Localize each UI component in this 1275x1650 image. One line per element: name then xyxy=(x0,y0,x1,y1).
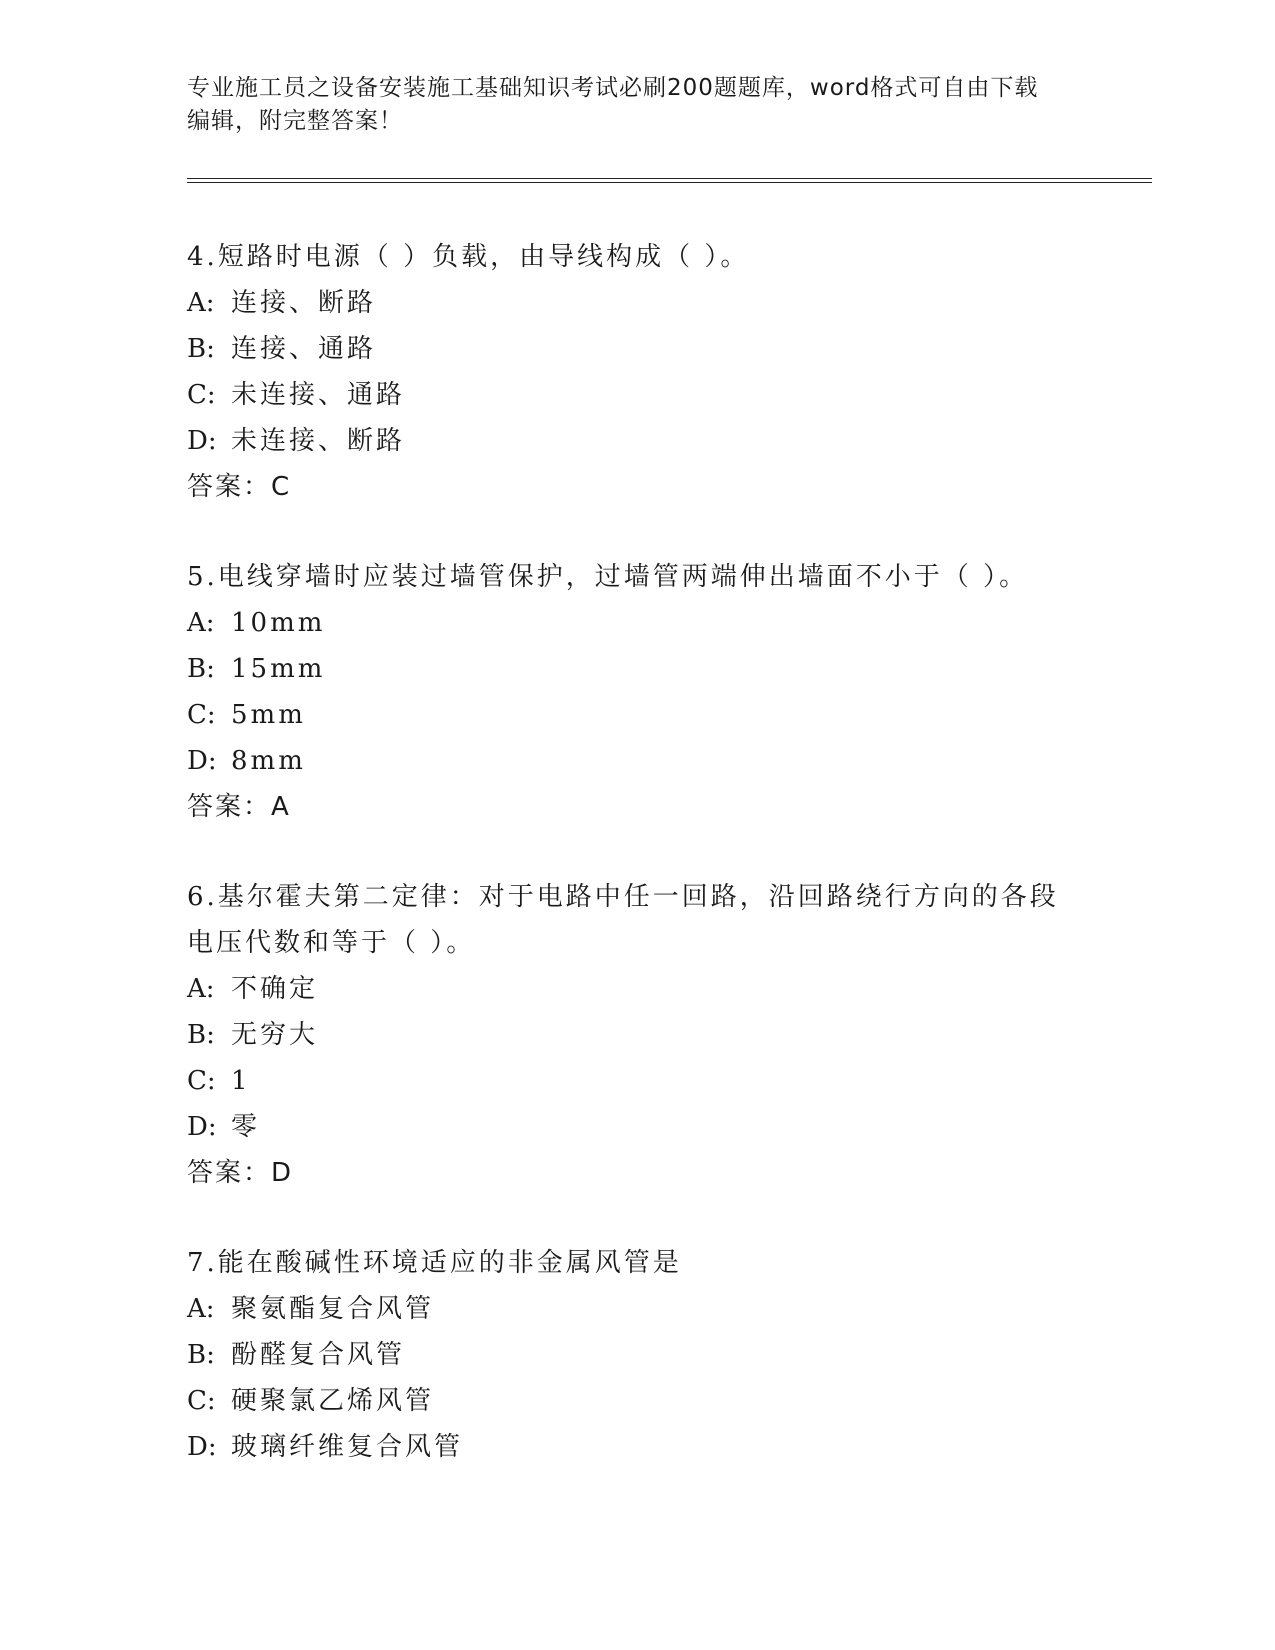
option-label: D: xyxy=(187,1112,217,1142)
option-c xyxy=(187,692,1087,738)
answer: 答案：C xyxy=(187,472,292,502)
option-label: A: xyxy=(187,608,215,638)
option-d xyxy=(187,418,1087,464)
question-stem: 7.能在酸碱性环境适应的非金属风管是 xyxy=(187,1248,682,1278)
option-label: B: xyxy=(187,654,215,684)
header-divider-bottom xyxy=(187,182,1152,183)
option-d xyxy=(187,1104,1087,1150)
option-text: 15mm xyxy=(231,654,326,684)
option-d xyxy=(187,1424,1087,1470)
option-b xyxy=(187,326,1087,372)
option-a xyxy=(187,600,1087,646)
option-label: C: xyxy=(187,700,216,730)
option-text: 连接、断路 xyxy=(231,288,377,318)
option-text: 硬聚氯乙烯风管 xyxy=(231,1386,435,1416)
option-label: D: xyxy=(187,746,217,776)
option-text: 酚醛复合风管 xyxy=(231,1340,406,1370)
question-6 xyxy=(187,874,1087,1196)
option-text: 8mm xyxy=(231,746,306,776)
question-4 xyxy=(187,234,1087,510)
question-5 xyxy=(187,554,1087,830)
option-a xyxy=(187,966,1087,1012)
option-text: 连接、通路 xyxy=(231,334,377,364)
option-text: 玻璃纤维复合风管 xyxy=(231,1432,464,1462)
answer: 答案：A xyxy=(187,792,291,822)
question-stem-line-2: 电压代数和等于（ ）。 xyxy=(187,928,476,958)
question-stem: 5.电线穿墙时应装过墙管保护，过墙管两端伸出墙面不小于（ ）。 xyxy=(187,562,1029,592)
header-title-line-2: 编辑，附完整答案！ xyxy=(187,108,403,134)
option-label: B: xyxy=(187,1340,215,1370)
option-label: A: xyxy=(187,974,215,1004)
option-label: C: xyxy=(187,1386,216,1416)
option-label: D: xyxy=(187,426,217,456)
option-b xyxy=(187,1012,1087,1058)
question-7 xyxy=(187,1240,1087,1470)
option-text: 聚氨酯复合风管 xyxy=(231,1294,435,1324)
option-label: B: xyxy=(187,334,215,364)
option-a xyxy=(187,280,1087,326)
option-b xyxy=(187,1332,1087,1378)
question-stem: 4.短路时电源（ ）负载，由导线构成（ ）。 xyxy=(187,242,750,272)
option-label: B: xyxy=(187,1020,215,1050)
option-label: C: xyxy=(187,1066,216,1096)
option-label: D: xyxy=(187,1432,217,1462)
header-divider-top xyxy=(187,178,1152,179)
option-label: A: xyxy=(187,288,215,318)
option-text: 未连接、通路 xyxy=(231,380,406,410)
option-text: 未连接、断路 xyxy=(231,426,406,456)
option-c xyxy=(187,372,1087,418)
option-text: 零 xyxy=(231,1112,261,1142)
option-text: 不确定 xyxy=(231,974,319,1004)
option-d xyxy=(187,738,1087,784)
document-header xyxy=(187,72,1067,138)
header-title-line-1: 专业施工员之设备安装施工基础知识考试必刷200题题库，word格式可自由下载 xyxy=(187,75,1039,101)
option-text: 5mm xyxy=(231,700,306,730)
option-text: 10mm xyxy=(231,608,326,638)
option-c xyxy=(187,1378,1087,1424)
option-label: A: xyxy=(187,1294,215,1324)
option-label: C: xyxy=(187,380,216,410)
option-text: 1 xyxy=(231,1066,251,1096)
option-c xyxy=(187,1058,1087,1104)
answer: 答案：D xyxy=(187,1158,294,1188)
question-stem-line-1: 6.基尔霍夫第二定律：对于电路中任一回路，沿回路绕行方向的各段 xyxy=(187,882,1059,912)
option-a xyxy=(187,1286,1087,1332)
option-text: 无穷大 xyxy=(231,1020,319,1050)
option-b xyxy=(187,646,1087,692)
